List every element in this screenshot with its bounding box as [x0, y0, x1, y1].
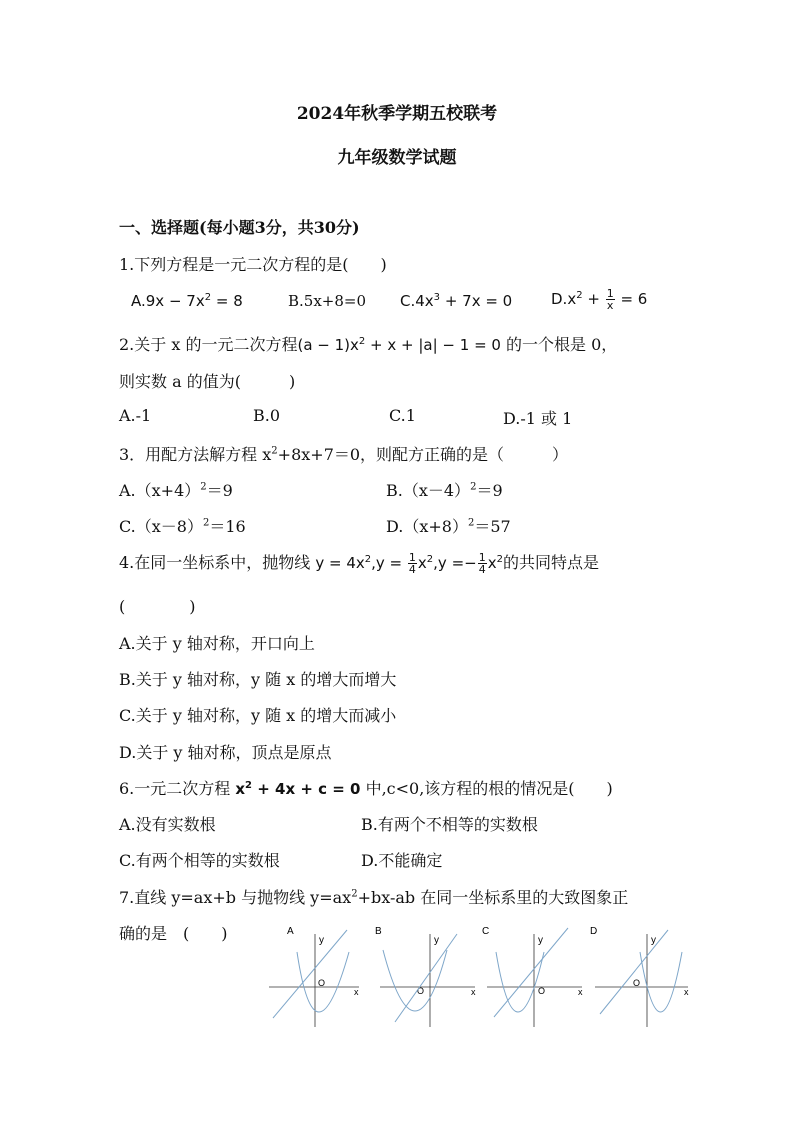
q1-option-a: $A.9x - 7x^2 = 8$ — [131, 292, 243, 310]
graph-b-label: B — [375, 926, 382, 937]
graph-a-label: A — [287, 926, 294, 937]
exam-title: 2024年秋季学期五校联考 — [296, 104, 498, 124]
svg-text:y: y — [319, 935, 324, 946]
question-3-stem: 3．用配方法解方程 $x^2+8x+7=0$，则配方正确的是（ ） — [119, 445, 569, 464]
svg-text:y: y — [434, 935, 439, 946]
svg-text:y: y — [538, 935, 543, 946]
graph-c-parabola — [496, 952, 544, 1012]
q3-option-d: $D.(x+8)^2=57$ — [386, 517, 511, 536]
question-2-line1: 2.关于 x 的一元二次方程$(a - 1)x^2 + x + |a| - 1 = 0$ 的一个根是 0， — [119, 335, 618, 354]
q6-option-a: A.没有实数根 — [119, 815, 216, 834]
svg-text:y: y — [651, 935, 656, 946]
question-4-line2: ( ) — [119, 597, 196, 616]
q6-option-d: D.不能确定 — [361, 851, 443, 870]
q7-graph-b — [375, 922, 475, 1031]
q3-option-a: $A.(x+4)^2=9$ — [119, 481, 233, 500]
q6-option-b: B.有两个不相等的实数根 — [361, 815, 538, 834]
exam-subtitle: 九年级数学试题 — [337, 148, 457, 168]
question-7-line1: 7.直线 y=ax+b 与抛物线 $y=ax^2+bx-ab$ 在同一坐标系里的大致图象正 — [119, 888, 629, 907]
graph-b-parabola — [383, 950, 447, 1011]
q7-graph-d — [590, 922, 690, 1031]
q4-fraction-1: $\frac{1}{4}$ — [408, 551, 416, 576]
q2-option-c: C.1 — [389, 406, 416, 425]
graph-c-label: C — [482, 926, 490, 937]
q3-option-c: $C.(x-8)^2=16$ — [119, 517, 246, 536]
q2-option-a: A.-1 — [119, 406, 152, 425]
question-1-stem: 1.下列方程是一元二次方程的是( ) — [119, 255, 387, 274]
q1-option-d: $D.x^2$ + $\frac{1}{x}$ = 6 — [551, 287, 648, 312]
graph-d-parabola — [640, 952, 682, 1012]
q4-option-b: B.关于 y 轴对称，y 随 x 的增大而增大 — [119, 670, 397, 689]
q4-option-c: C.关于 y 轴对称，y 随 x 的增大而减小 — [119, 706, 397, 725]
graph-d-label: D — [590, 926, 598, 937]
q6-option-c: C.有两个相等的实数根 — [119, 851, 280, 870]
q7-graph-c — [482, 922, 587, 1031]
q4-option-a: A.关于 y 轴对称，开口向上 — [119, 634, 315, 653]
q3-option-b: $B.(x-4)^2=9$ — [386, 481, 503, 500]
graph-b-line — [395, 934, 457, 1022]
svg-text:O: O — [318, 978, 326, 988]
q1-option-c: $C.4x^3 + 7x = 0$ — [400, 292, 513, 310]
question-4-stem: 4.在同一坐标系中，抛物线 $y = 4x^2,y$ = $\frac{1}{4}$ $x^2,y$ =− $\frac{1}{4}$ $x^2$的共同特点是 — [119, 551, 599, 576]
svg-text:x: x — [578, 987, 583, 997]
q2-option-d: D.-1 或 1 — [503, 409, 573, 428]
graph-c-line — [494, 928, 568, 1017]
q1-option-b: B.5x+8=0 — [288, 292, 367, 310]
svg-text:x: x — [354, 987, 359, 997]
question-7-line2: 确的是 ( ) — [119, 924, 228, 943]
question-6-stem: 6.一元二次方程 $x^2 + 4x + c = 0$ 中,c<0,该方程的根的情况是( ) — [119, 779, 613, 798]
svg-text:O: O — [417, 986, 425, 996]
q7-graph-a — [267, 922, 367, 1031]
q4-option-d: D.关于 y 轴对称，顶点是原点 — [119, 743, 332, 762]
q2-option-b: B.0 — [253, 406, 281, 425]
q1-d-fraction: $\frac{1}{x}$ — [606, 287, 614, 312]
graph-d-line — [600, 930, 668, 1014]
svg-text:O: O — [538, 986, 546, 996]
svg-text:x: x — [471, 987, 476, 997]
section-heading: 一、选择题(每小题3分，共30分) — [119, 218, 360, 237]
question-2-line2: 则实数 a 的值为( ) — [119, 372, 296, 391]
q4-fraction-2: $\frac{1}{4}$ — [478, 551, 486, 576]
svg-text:x: x — [684, 987, 689, 997]
svg-text:O: O — [633, 978, 641, 988]
